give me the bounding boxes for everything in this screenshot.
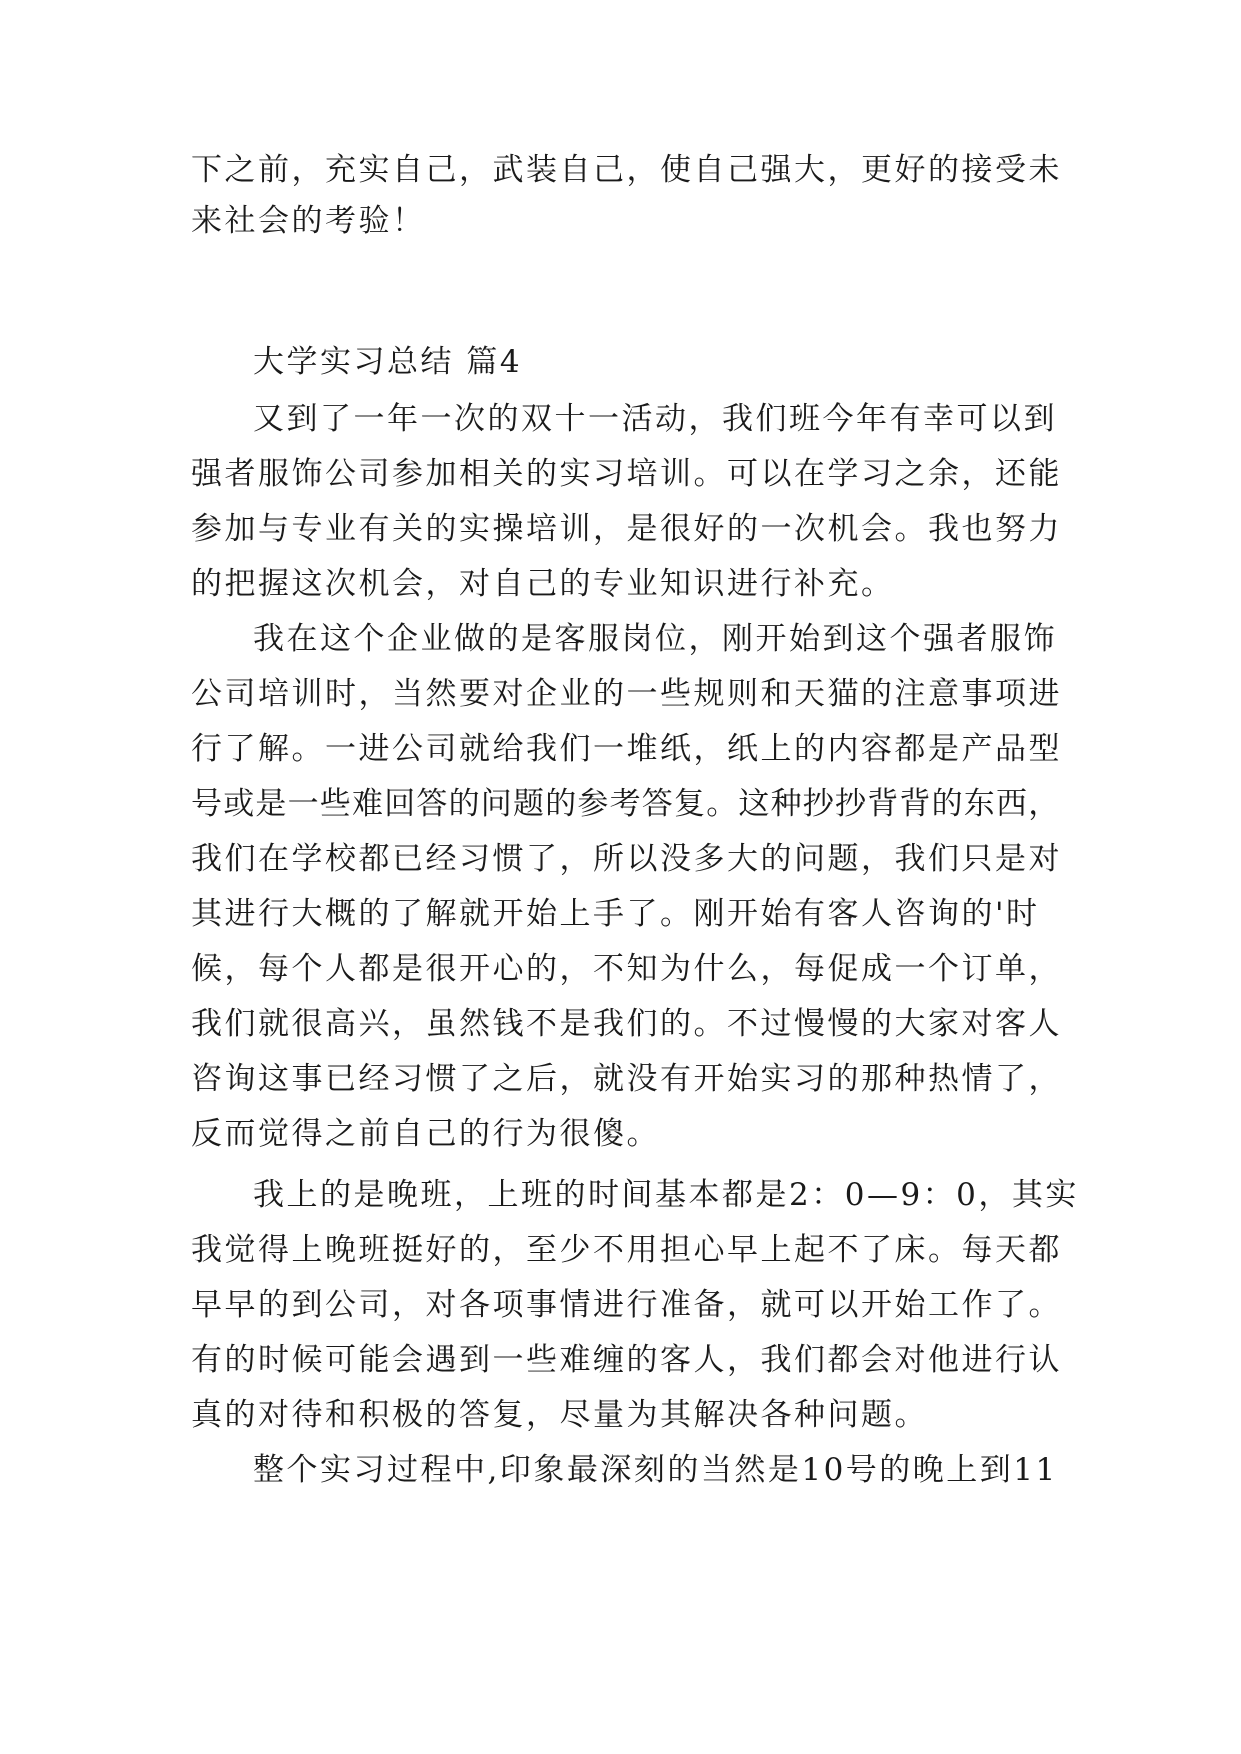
text-line: 下之前，充实自己，武装自己，使自己强大，更好的接受未 — [191, 152, 1062, 188]
text-line: 号或是一些难回答的问题的参考答复。这种抄抄背背的东西， — [191, 786, 1061, 822]
text-line: 咨询这事已经习惯了之后，就没有开始实习的那种热情了， — [191, 1061, 1062, 1097]
text-line: 我觉得上晚班挺好的，至少不用担心早上起不了床。每天都 — [191, 1232, 1062, 1268]
text-line: 真的对待和积极的答复，尽量为其解决各种问题。 — [191, 1397, 928, 1433]
text-line: 强者服饰公司参加相关的实习培训。可以在学习之余，还能 — [191, 456, 1062, 492]
text-line: 整个实习过程中,印象最深刻的当然是10号的晚上到11 — [253, 1452, 1058, 1488]
text-line: 又到了一年一次的双十一活动，我们班今年有幸可以到 — [253, 401, 1057, 437]
text-line: 的把握这次机会，对自己的专业知识进行补充。 — [191, 566, 895, 602]
text-line: 行了解。一进公司就给我们一堆纸，纸上的内容都是产品型 — [191, 731, 1062, 767]
text-line: 反而觉得之前自己的行为很傻。 — [191, 1116, 660, 1152]
text-line: 早早的到公司，对各项事情进行准备，就可以开始工作了。 — [191, 1287, 1062, 1323]
text-line: 参加与专业有关的实操培训，是很好的一次机会。我也努力 — [191, 511, 1062, 547]
text-line: 有的时候可能会遇到一些难缠的客人，我们都会对他进行认 — [191, 1342, 1062, 1378]
text-line: 公司培训时，当然要对企业的一些规则和天猫的注意事项进 — [191, 676, 1062, 712]
text-line: 来社会的考验！ — [191, 203, 426, 239]
text-line: 我们在学校都已经习惯了，所以没多大的问题，我们只是对 — [191, 841, 1062, 877]
text-line: 候，每个人都是很开心的，不知为什么，每促成一个订单， — [191, 951, 1062, 987]
text-line: 其进行大概的了解就开始上手了。刚开始有客人咨询的'时 — [191, 896, 1040, 932]
text-line: 我上的是晚班，上班的时间基本都是2：0—9：0，其实 — [253, 1177, 1079, 1213]
text-line: 我们就很高兴，虽然钱不是我们的。不过慢慢的大家对客人 — [191, 1006, 1062, 1042]
section-heading: 大学实习总结 篇4 — [253, 344, 523, 380]
text-line: 我在这个企业做的是客服岗位，刚开始到这个强者服饰 — [253, 621, 1057, 657]
